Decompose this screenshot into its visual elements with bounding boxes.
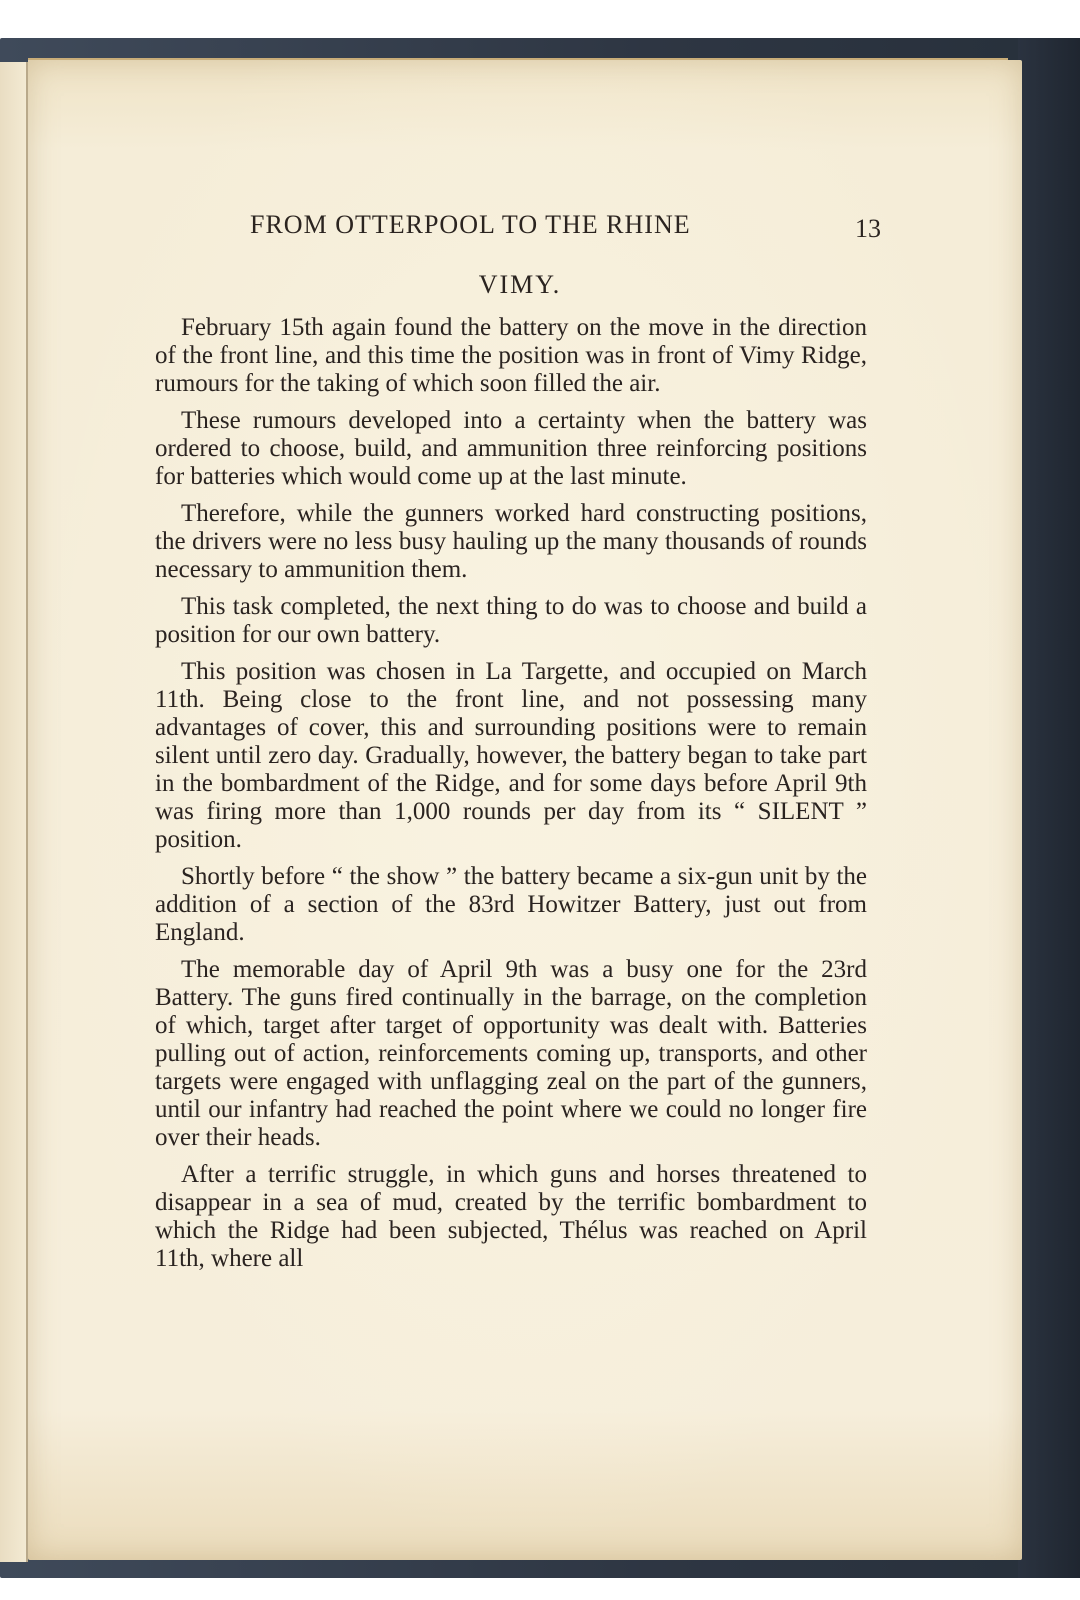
paragraph: February 15th again found the battery on the move in the direction of the front line, and this time the position was in front of Vimy Ridge, rumours for the taking of which soon filled the air. (155, 314, 867, 397)
body-text (155, 314, 867, 1273)
page-header (250, 210, 890, 246)
paragraph: Therefore, while the gunners worked hard constructing positions, the drivers were no less busy hauling up the many thousands of rounds necessary to ammunition them. (155, 500, 867, 583)
paragraph: After a terrific struggle, in which guns and horses threatened to disappear in a sea of mud, created by the terrific bombardment to which the Ridge had been subjected, Thélus was reached on April 11th, where all (155, 1161, 867, 1272)
paragraph: These rumours developed into a certainty when the battery was ordered to choose, build, and ammunition three reinforcing positions for batteries which would come up at the last minute. (155, 407, 867, 490)
book-cover-edge (1018, 38, 1080, 1578)
paragraph: Shortly before “ the show ” the battery became a six-gun unit by the addition of a section of the 83rd Howitzer Battery, just out from England. (155, 863, 867, 946)
paragraph: This task completed, the next thing to do was to choose and build a position for our own battery. (155, 593, 867, 648)
page-number: 13 (855, 214, 881, 243)
running-head: FROM OTTERPOOL TO THE RHINE (250, 210, 691, 239)
paragraph: This position was chosen in La Targette, and occupied on March 11th. Being close to the front line, and not possessing many advantages of cover, this and surrounding positions were to remain silent until zero day. Gradually, however, the battery began to take part in the bombardment of the Ridge, and for some days before April 9th was firing more than 1,000 rounds per day from its “ SILENT ” position. (155, 658, 867, 853)
paragraph: The memorable day of April 9th was a busy one for the 23rd Battery. The guns fired continually in the barrage, on the completion of which, target after target of opportunity was dealt with. Batteries pulling out of action, reinforcements coming up, transports, and other targets were engaged with unflagging zeal on the part of the gunners, until our infantry had reached the point where we could no longer fire over their heads. (155, 956, 867, 1151)
section-title: VIMY. (478, 270, 562, 299)
